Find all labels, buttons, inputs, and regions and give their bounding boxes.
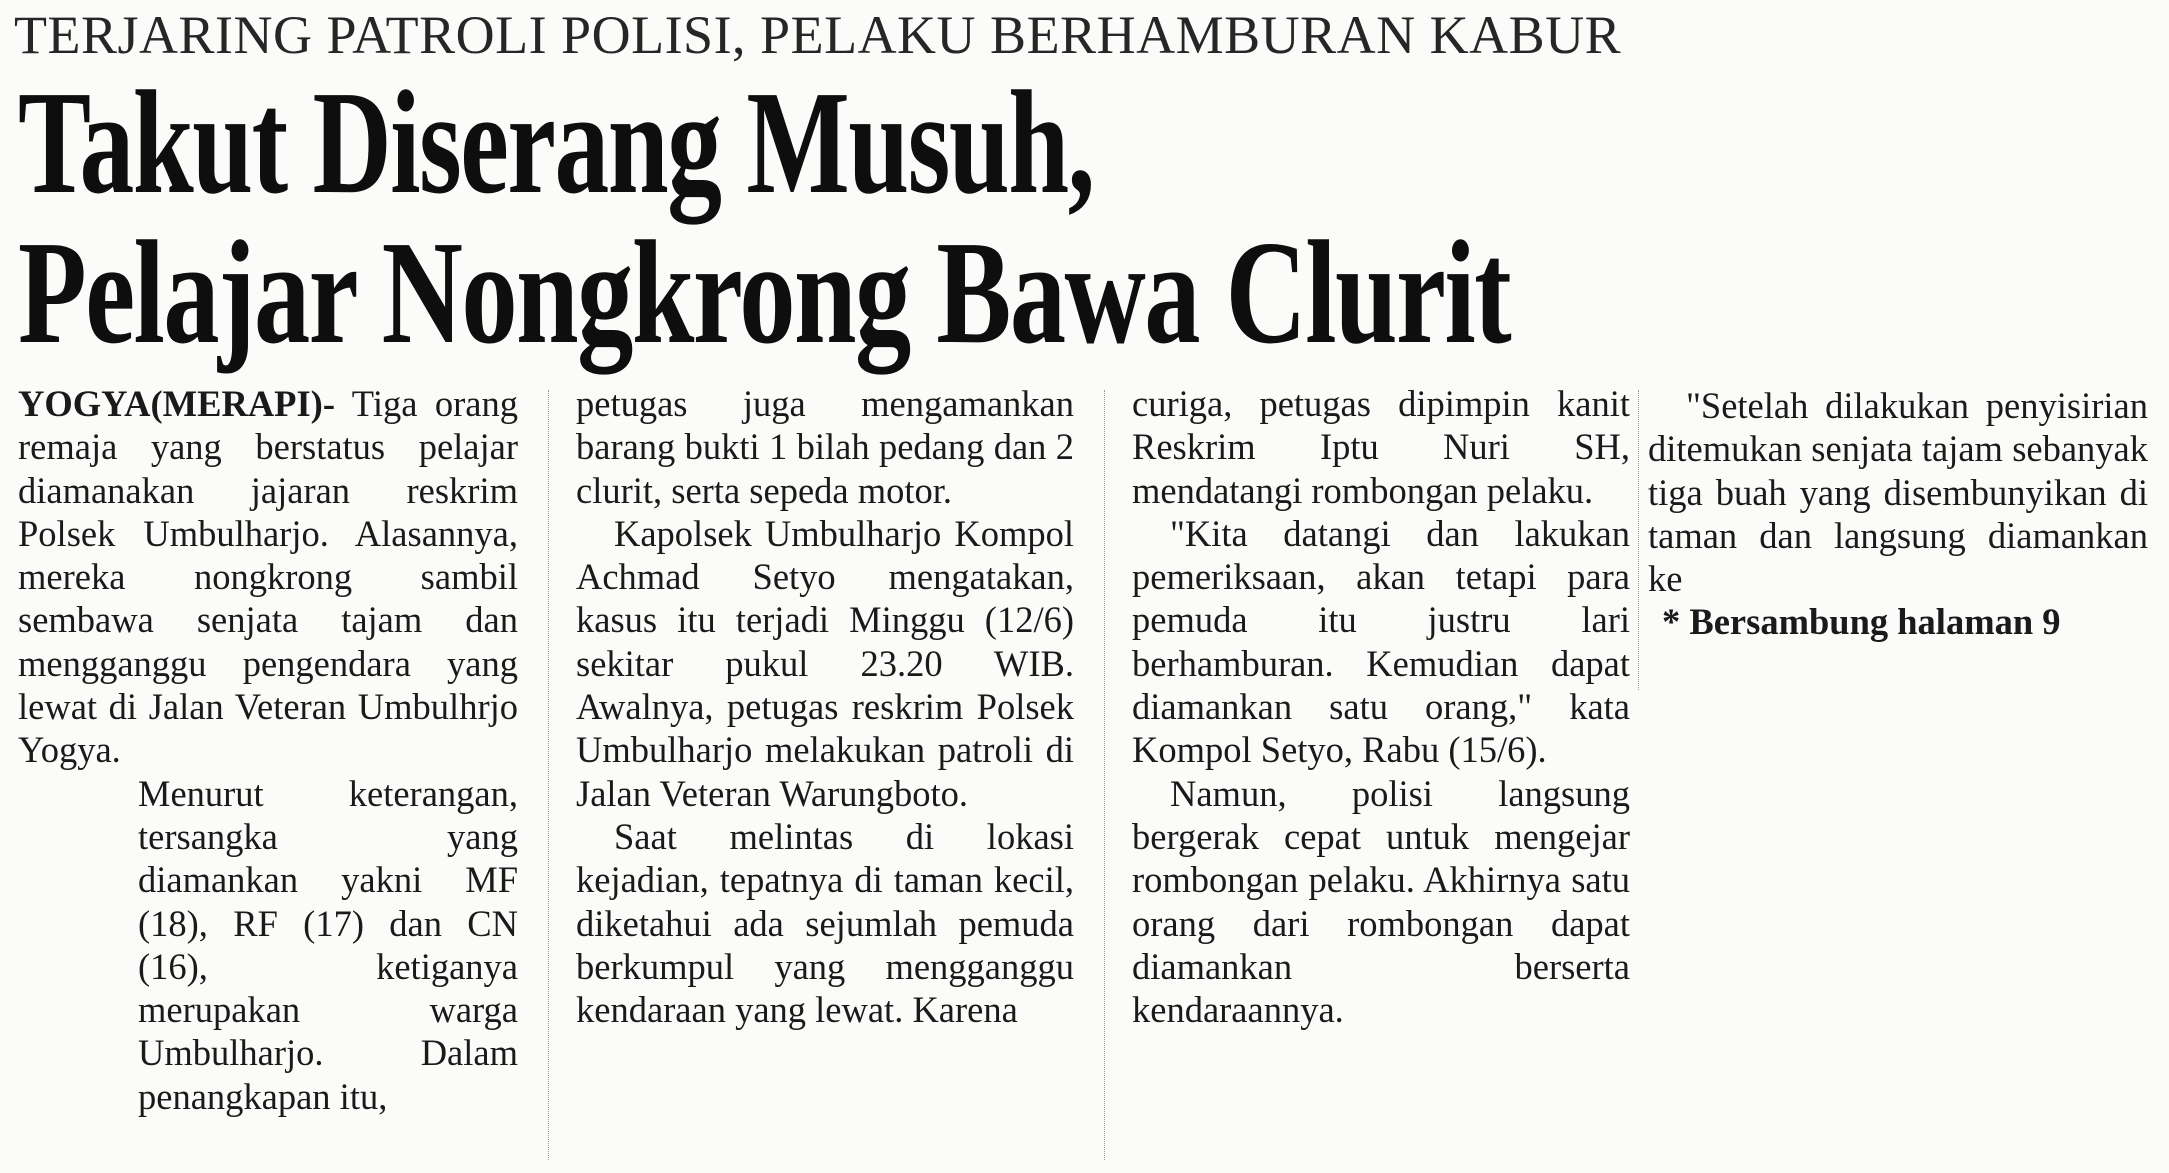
article-column-2 — [576, 382, 1074, 1031]
paragraph — [18, 382, 518, 772]
continued-notice: * Bersambung halaman 9 — [1662, 601, 2061, 643]
dateline: YOGYA(MERAPI)- — [18, 383, 335, 424]
column-divider — [1104, 390, 1105, 1160]
article-column-4 — [1648, 384, 2148, 644]
article-kicker: TERJARING PATROLI POLISI, PELAKU BERHAMBURAN KABUR — [14, 5, 1622, 65]
column-divider — [1638, 390, 1639, 690]
article-column-1 — [18, 382, 518, 1118]
headline-line-2: Pelajar Nongkrong Bawa Clurit — [18, 211, 1511, 375]
paragraph-text: Tiga orang remaja yang berstatus pelajar diamanakan jajaran reskrim Polsek Umbulharjo. Alasannya, mereka nongkrong sambil sembawa senjata tajam dan mengganggu pengendara yang lewat di Jalan Veteran Umbulhrjo Yogya. — [18, 383, 518, 771]
paragraph: Menurut keterangan, tersangka yang diamankan yakni MF (18), RF (17) dan CN (16), ketiganya merupakan warga Umbulharjo. Dalam penangkapan itu, — [138, 772, 518, 1117]
article-column-3 — [1132, 382, 1630, 1031]
paragraph: curiga, petugas dipimpin kanit Reskrim Iptu Nuri SH, mendatangi rombongan pelaku. — [1132, 383, 1630, 511]
paragraph: petugas juga mengamankan barang bukti 1 bilah pedang dan 2 clurit, serta sepeda motor. — [576, 383, 1074, 511]
paragraph: Kapolsek Umbulharjo Kompol Achmad Setyo mengatakan, kasus itu terjadi Minggu (12/6) sekitar pukul 23.20 WIB. Awalnya, petugas reskrim Polsek Umbulharjo melakukan patroli di Jalan Veteran Warungboto. — [576, 512, 1074, 814]
paragraph: "Setelah dilakukan penyisirian ditemukan senjata tajam sebanyak tiga buah yang disembunyikan di taman dan langsung diamankan ke — [1648, 385, 2148, 600]
headline-line-1: Takut Diserang Musuh, — [18, 61, 1094, 225]
paragraph: Namun, polisi langsung bergerak cepat untuk mengejar rombongan pelaku. Akhirnya satu orang dari rombongan dapat diamankan berserta kendaraannya. — [1132, 772, 1630, 1031]
paragraph: "Kita datangi dan lakukan pemeriksaan, akan tetapi para pemuda itu justru lari berhamburan. Kemudian dapat diamankan satu orang," kata Kompol Setyo, Rabu (15/6). — [1132, 512, 1630, 771]
paragraph: Saat melintas di lokasi kejadian, tepatnya di taman kecil, diketahui ada sejumlah pemuda berkumpul yang mengganggu kendaraan yang lewat. Karena — [576, 815, 1074, 1031]
column-divider — [548, 390, 549, 1160]
